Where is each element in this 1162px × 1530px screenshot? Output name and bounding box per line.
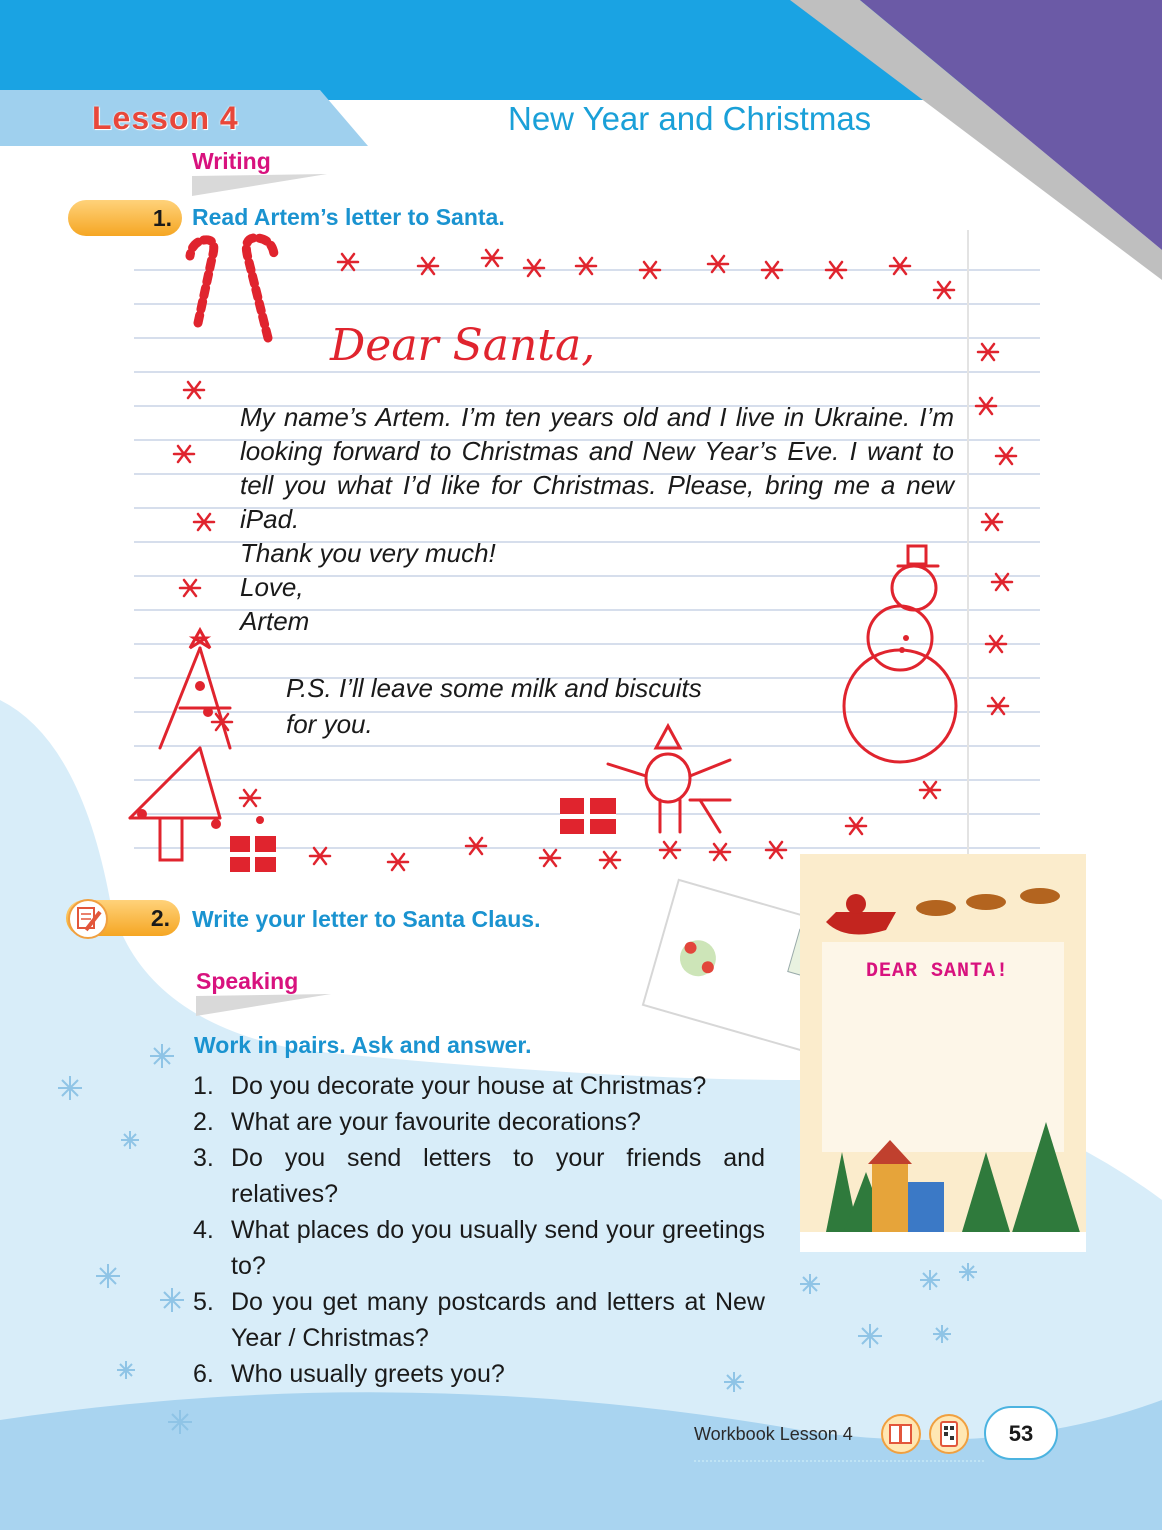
postscript-line: for you. [286, 709, 373, 739]
task-instruction: Write your letter to Santa Claus. [192, 906, 541, 932]
list-item [193, 1140, 765, 1212]
question-number: 3. [193, 1144, 214, 1172]
question-number: 5. [193, 1288, 214, 1316]
letter-paragraph: My name’s Artem. I’m ten years old and I live in Ukraine. I’m looking forward to Christmas and New Year’s Eve. I want to tell you what I’d like for Christmas. Please, bring me a new iPad. [240, 402, 954, 534]
speaking-heading: Speaking [196, 968, 299, 994]
list-item [193, 1104, 765, 1140]
list-item [193, 1068, 765, 1104]
workbook-reference: Workbook Lesson 4 [694, 1424, 853, 1444]
letter-thanks: Thank you very much! [240, 538, 496, 568]
question-text: What places do you usually send your greetings to? [231, 1216, 765, 1280]
card-title: DEAR SANTA! [866, 960, 1010, 983]
question-number: 4. [193, 1216, 214, 1244]
question-list [193, 1068, 765, 1392]
question-text: Who usually greets you? [231, 1360, 505, 1388]
task-number: 2. [150, 905, 170, 931]
question-number: 6. [193, 1360, 214, 1388]
book-icon [880, 1414, 922, 1454]
question-text: Do you send letters to your friends and relatives? [231, 1144, 765, 1208]
postscript-line: P.S. I’ll leave some milk and biscuits [286, 673, 702, 703]
writing-heading: Writing [192, 148, 271, 174]
page-number-badge [984, 1406, 1058, 1460]
list-item [193, 1284, 765, 1356]
question-text: Do you get many postcards and letters at New Year / Christmas? [231, 1288, 765, 1352]
question-text: Do you decorate your house at Christmas? [231, 1072, 707, 1100]
page-title: New Year and Christmas [508, 100, 872, 137]
speaking-instruction: Work in pairs. Ask and answer. [194, 1032, 532, 1058]
list-item [193, 1212, 765, 1284]
footer-divider [694, 1460, 984, 1462]
list-item [193, 1356, 765, 1392]
speaking-heading-underline [196, 994, 336, 1016]
page-number: 53 [1008, 1421, 1034, 1446]
writing-heading-underline [192, 174, 332, 196]
task-number: 1. [152, 205, 172, 231]
question-text: What are your favourite decorations? [231, 1108, 641, 1136]
letter-body [240, 400, 954, 638]
letter-greeting: Dear Santa, [330, 320, 596, 371]
lesson-label: Lesson 4 [92, 100, 239, 136]
letter-closing: Love, [240, 572, 304, 602]
question-number: 2. [193, 1108, 214, 1136]
pencil-notebook-icon [66, 898, 114, 940]
task-instruction: Read Artem’s letter to Santa. [192, 204, 505, 230]
letter-signature: Artem [240, 606, 310, 636]
question-number: 1. [193, 1072, 214, 1100]
qr-phone-icon [928, 1414, 970, 1454]
